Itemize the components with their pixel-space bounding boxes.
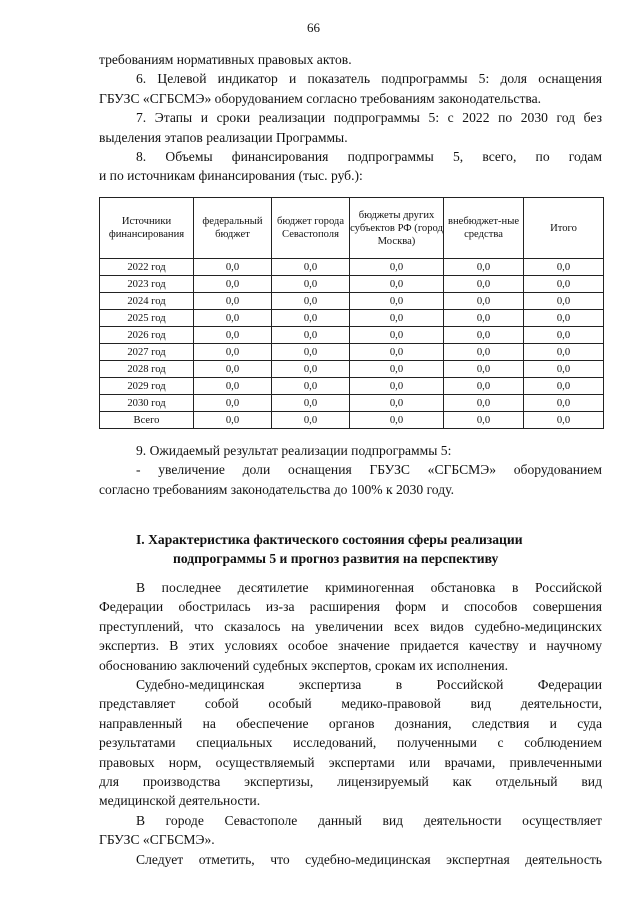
table-cell: 0,0 [524, 276, 604, 293]
table-cell: 0,0 [524, 327, 604, 344]
section-heading-line: I. Характеристика фактического состояния сферы реализации [136, 532, 523, 547]
table-cell: 0,0 [350, 276, 444, 293]
table-cell: 0,0 [350, 344, 444, 361]
table-row [100, 344, 604, 361]
table-cell: 0,0 [194, 259, 272, 276]
table-row-label: 2023 год [100, 276, 194, 293]
column-header-federal: федеральный бюджет [194, 198, 272, 259]
table-cell: 0,0 [272, 378, 350, 395]
text-line: Судебно-медицинская экспертиза в Российской Федерации [136, 677, 602, 693]
text-line: Следует отметить, что судебно-медицинская экспертная деятельность [136, 851, 602, 867]
table-cell: 0,0 [272, 293, 350, 310]
table-cell: 0,0 [444, 310, 524, 327]
column-header-sources: Источники финансирования [100, 198, 194, 259]
table-cell: 0,0 [350, 293, 444, 310]
table-cell: 0,0 [524, 293, 604, 310]
table-row [100, 395, 604, 412]
text-line: обоснованию заключений судебных экспертов, срокам их исполнения. [99, 657, 508, 673]
expected-result-text [99, 441, 602, 499]
table-cell: 0,0 [272, 395, 350, 412]
text-line: В городе Севастополе данный вид деятельности осуществляет [136, 812, 602, 828]
table-row-label: 2028 год [100, 361, 194, 378]
table-cell: 0,0 [194, 276, 272, 293]
text-line: экспертиз. В этих условиях особое значение придается качеству и научному [99, 638, 602, 654]
intro-text [99, 50, 602, 186]
table-cell: 0,0 [194, 395, 272, 412]
text-line: Федерации обострилась из-за расширения форм и способов совершения [99, 599, 602, 615]
table-cell: 0,0 [194, 293, 272, 310]
table-cell: 0,0 [350, 259, 444, 276]
text-line: для производства экспертизы, лицензируемый как отдельный вид [99, 774, 602, 790]
column-header-other-subjects: бюджеты других субъектов РФ (город Москва) [350, 198, 444, 259]
table-row [100, 412, 604, 429]
table-cell: 0,0 [194, 344, 272, 361]
table-cell: 0,0 [350, 412, 444, 429]
section-heading-line: подпрограммы 5 и прогноз развития на перспективу [173, 551, 499, 567]
table-cell: 0,0 [194, 378, 272, 395]
table-cell: 0,0 [444, 412, 524, 429]
table-cell: 0,0 [524, 310, 604, 327]
table-row [100, 361, 604, 378]
text-line: медицинской деятельности. [99, 793, 261, 809]
table-cell: 0,0 [350, 378, 444, 395]
column-header-extrabudgetary: внебюджет-ные средства [444, 198, 524, 259]
table-row-label: 2027 год [100, 344, 194, 361]
column-header-total: Итого [524, 198, 604, 259]
table-cell: 0,0 [272, 259, 350, 276]
text-line: 7. Этапы и сроки реализации подпрограммы 5: с 2022 по 2030 год без [136, 110, 602, 126]
text-line: 9. Ожидаемый результат реализации подпрограммы 5: [136, 443, 452, 458]
table-cell: 0,0 [194, 412, 272, 429]
text-line: результатами специальных исследований, полученными с соблюдением [99, 735, 602, 751]
financing-table [99, 197, 604, 429]
table-cell: 0,0 [524, 395, 604, 412]
table-row [100, 293, 604, 310]
table-cell: 0,0 [272, 276, 350, 293]
table-row-label: 2022 год [100, 259, 194, 276]
table-row-label: 2025 год [100, 310, 194, 327]
table-cell: 0,0 [272, 361, 350, 378]
table-cell: 0,0 [194, 327, 272, 344]
table-cell: 0,0 [444, 344, 524, 361]
table-header-row [100, 198, 604, 259]
table-cell: 0,0 [524, 378, 604, 395]
table-cell: 0,0 [524, 412, 604, 429]
text-line: преступлений, что сказалось на увеличении всех видов судебно-медицинских [99, 618, 602, 634]
table-row-label: 2029 год [100, 378, 194, 395]
table-row [100, 310, 604, 327]
table-cell: 0,0 [524, 361, 604, 378]
table-cell: 0,0 [524, 259, 604, 276]
table-cell: 0,0 [444, 378, 524, 395]
text-line: представляет собой особый медико-правовой вид деятельности, [99, 696, 602, 712]
table-row [100, 378, 604, 395]
table-cell: 0,0 [194, 310, 272, 327]
table-cell: 0,0 [444, 395, 524, 412]
table-row-label: 2024 год [100, 293, 194, 310]
table-cell: 0,0 [350, 310, 444, 327]
table-cell: 0,0 [350, 395, 444, 412]
table-row-label: 2030 год [100, 395, 194, 412]
table-cell: 0,0 [272, 327, 350, 344]
table-row [100, 327, 604, 344]
table-row-label: 2026 год [100, 327, 194, 344]
table-cell: 0,0 [350, 361, 444, 378]
text-line: и по источникам финансирования (тыс. руб.): [99, 168, 363, 184]
table-row [100, 276, 604, 293]
text-line: правовых норм, осуществляемый экспертами или врачами, привлеченными [99, 754, 602, 770]
table-cell: 0,0 [524, 344, 604, 361]
table-row [100, 259, 604, 276]
page-number: 66 [307, 20, 320, 35]
table-cell: 0,0 [444, 327, 524, 344]
table-cell: 0,0 [444, 293, 524, 310]
table-cell: 0,0 [350, 327, 444, 344]
text-line: согласно требованиям законодательства до 100% к 2030 году. [99, 481, 454, 497]
text-line: 6. Целевой индикатор и показатель подпрограммы 5: доля оснащения [136, 71, 602, 87]
table-cell: 0,0 [272, 310, 350, 327]
table-cell: 0,0 [444, 276, 524, 293]
text-line: - увеличение доли оснащения ГБУЗС «СГБСМЭ» оборудованием [136, 462, 602, 478]
text-line: 8. Объемы финансирования подпрограммы 5, всего, по годам [136, 149, 602, 165]
text-line: направленный на обеспечение органов дознания, следствия и суда [99, 715, 602, 731]
table-cell: 0,0 [444, 361, 524, 378]
table-cell: 0,0 [444, 259, 524, 276]
text-line: выделения этапов реализации Программы. [99, 129, 348, 145]
text-line: ГБУЗС «СГБСМЭ». [99, 832, 215, 848]
text-line: требованиям нормативных правовых актов. [99, 52, 352, 67]
section-heading [99, 530, 602, 569]
text-line: ГБУЗС «СГБСМЭ» оборудованием согласно требованиям законодательства. [99, 90, 542, 106]
table-cell: 0,0 [194, 361, 272, 378]
body-text [99, 578, 602, 869]
column-header-city: бюджет города Севастополя [272, 198, 350, 259]
table-row-label: Всего [100, 412, 194, 429]
table-cell: 0,0 [272, 412, 350, 429]
table-cell: 0,0 [272, 344, 350, 361]
text-line: В последнее десятилетие криминогенная обстановка в Российской [136, 580, 602, 595]
